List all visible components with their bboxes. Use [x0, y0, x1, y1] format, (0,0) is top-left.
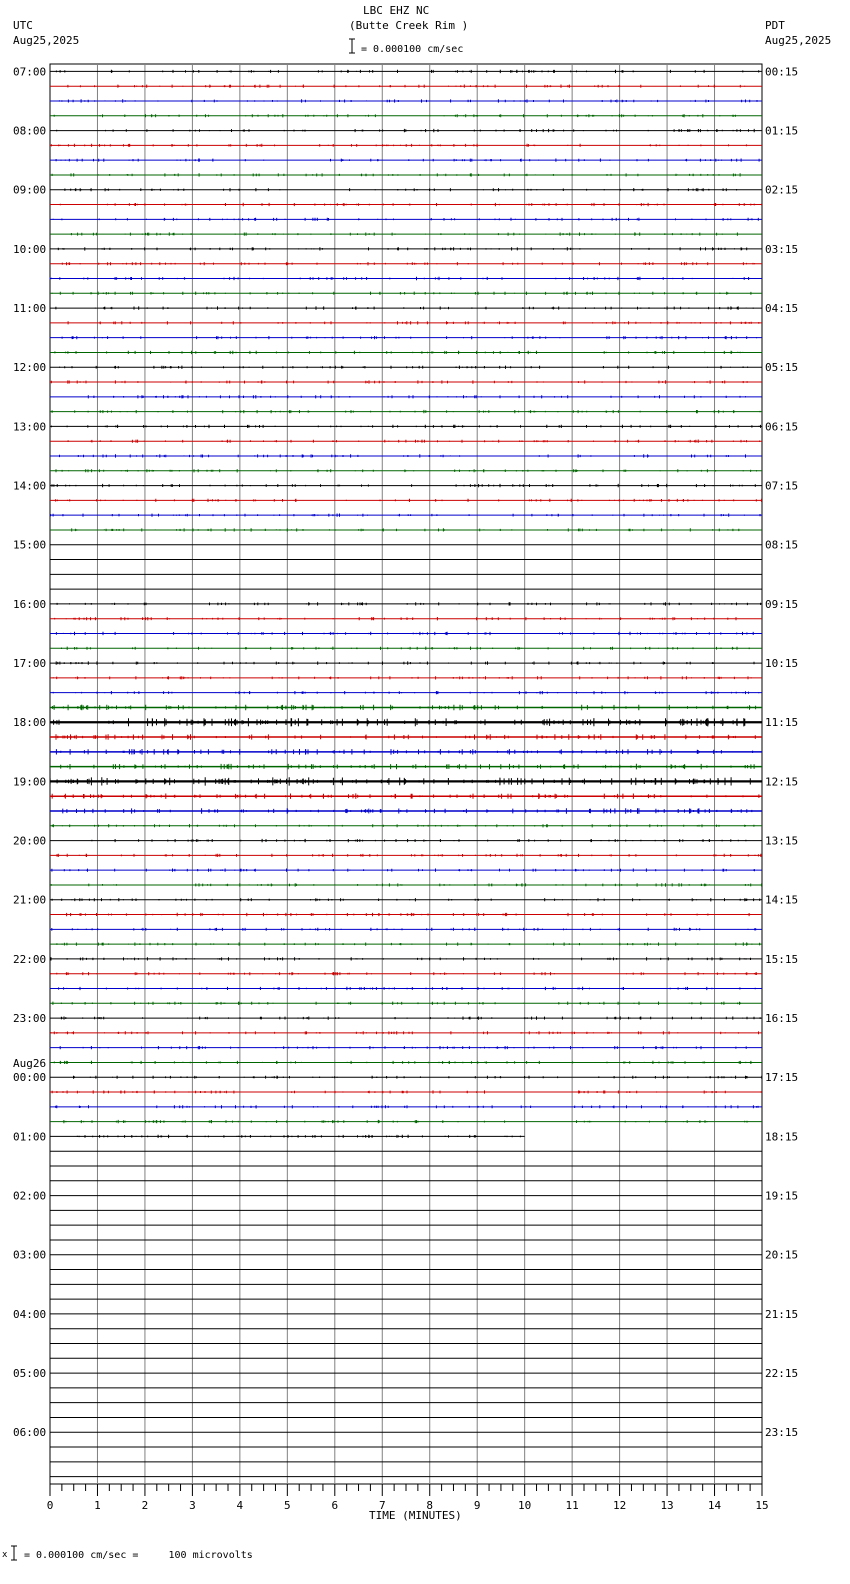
trace-row — [50, 691, 762, 694]
pdt-hour-label: 15:15 — [765, 952, 799, 966]
trace-row — [50, 824, 762, 827]
pdt-hour-label: 06:15 — [765, 420, 799, 434]
utc-date: Aug25,2025 — [13, 34, 80, 47]
pdt-hour-label: 23:15 — [765, 1426, 799, 1440]
utc-label: UTC — [13, 19, 33, 32]
trace-row — [50, 913, 762, 916]
trace-row — [50, 351, 762, 354]
x-tick-label: 11 — [565, 1499, 579, 1512]
trace-row — [50, 70, 762, 73]
trace-row — [50, 869, 762, 872]
x-tick-label: 2 — [141, 1499, 149, 1512]
trace-row — [50, 1120, 762, 1123]
pdt-label: PDT — [765, 19, 785, 32]
pdt-hour-label: 17:15 — [765, 1071, 799, 1085]
trace-row — [50, 764, 762, 770]
utc-hour-label: 05:00 — [13, 1367, 47, 1381]
station-title: LBC EHZ NC — [363, 4, 430, 17]
date-change-label: Aug26 — [13, 1057, 47, 1071]
trace-row — [50, 469, 762, 472]
utc-hour-label: 01:00 — [13, 1130, 47, 1144]
trace-row — [50, 1046, 762, 1049]
utc-hour-label: 12:00 — [13, 361, 47, 375]
pdt-hour-label: 02:15 — [765, 183, 799, 197]
trace-row — [50, 883, 762, 886]
x-tick-label: 10 — [518, 1499, 532, 1512]
trace-row — [50, 972, 762, 975]
trace-row — [50, 321, 762, 324]
utc-hour-label: 18:00 — [13, 716, 47, 730]
trace-row — [50, 232, 762, 235]
trace-row — [50, 749, 762, 755]
trace-row — [50, 1105, 762, 1108]
utc-hour-label: 23:00 — [13, 1012, 47, 1026]
utc-hour-label: 19:00 — [13, 775, 47, 789]
trace-row — [50, 854, 762, 857]
pdt-hour-label: 22:15 — [765, 1367, 799, 1381]
utc-hour-label: 11:00 — [13, 302, 47, 316]
trace-row — [50, 632, 762, 635]
pdt-hour-label: 05:15 — [765, 361, 799, 375]
pdt-hour-label: 07:15 — [765, 479, 799, 493]
trace-row — [50, 99, 762, 102]
x-tick-label: 1 — [94, 1499, 101, 1512]
trace-row — [50, 306, 762, 309]
utc-hour-label: 07:00 — [13, 65, 47, 79]
trace-row — [50, 440, 762, 443]
pdt-hour-label: 20:15 — [765, 1248, 799, 1262]
pdt-hour-label: 12:15 — [765, 775, 799, 789]
trace-row — [50, 499, 762, 502]
x-tick-label: 14 — [707, 1499, 722, 1512]
trace-row — [50, 808, 762, 814]
x-tick-label: 7 — [378, 1499, 386, 1512]
trace-row — [50, 705, 762, 711]
pdt-hour-label: 14:15 — [765, 893, 799, 907]
trace-row — [50, 1002, 762, 1005]
trace-row — [50, 898, 762, 901]
trace-row — [50, 173, 762, 176]
pdt-hour-label: 01:15 — [765, 124, 799, 138]
footer-scale-icon — [11, 1546, 17, 1560]
x-tick-label: 13 — [660, 1499, 674, 1512]
pdt-hour-label: 18:15 — [765, 1130, 799, 1144]
x-tick-label: 12 — [612, 1499, 627, 1512]
pdt-hour-label: 04:15 — [765, 302, 799, 316]
trace-row — [50, 793, 762, 799]
trace-row — [50, 114, 762, 117]
x-tick-label: 0 — [46, 1499, 54, 1512]
pdt-hour-label: 11:15 — [765, 716, 799, 730]
trace-row — [50, 777, 762, 785]
utc-hour-label: 22:00 — [13, 952, 47, 966]
x-tick-label: 15 — [755, 1499, 769, 1512]
pdt-hour-label: 13:15 — [765, 834, 799, 848]
utc-hour-label: 14:00 — [13, 479, 47, 493]
x-tick-label: 4 — [236, 1499, 244, 1512]
pdt-hour-label: 00:15 — [765, 65, 799, 79]
utc-hour-label: 21:00 — [13, 893, 47, 907]
trace-row — [50, 203, 762, 206]
trace-row — [50, 957, 762, 960]
trace-row — [50, 262, 762, 265]
trace-row — [50, 942, 762, 945]
x-tick-label: 9 — [473, 1499, 481, 1512]
trace-row — [50, 366, 762, 369]
trace-row — [50, 277, 762, 280]
x-tick-label: 5 — [284, 1499, 291, 1512]
trace-row — [50, 602, 762, 605]
trace-row — [50, 129, 762, 132]
utc-hour-label: 03:00 — [13, 1248, 47, 1262]
trace-row — [50, 159, 762, 162]
site-name: (Butte Creek Rim ) — [349, 19, 469, 32]
trace-row — [50, 1031, 762, 1034]
trace-row — [50, 661, 762, 664]
trace-row — [50, 676, 762, 679]
pdt-hour-label: 10:15 — [765, 657, 799, 671]
trace-row — [50, 1016, 762, 1019]
footer-scale-note: = 0.000100 cm/sec = 100 microvolts — [24, 1550, 253, 1561]
pdt-hour-label: 09:15 — [765, 597, 799, 611]
trace-row — [50, 410, 762, 413]
utc-hour-label: 02:00 — [13, 1189, 47, 1203]
trace-row — [50, 514, 762, 517]
trace-row — [50, 85, 762, 88]
trace-row — [50, 839, 762, 842]
utc-hour-label: 06:00 — [13, 1426, 47, 1440]
utc-hour-label: 10:00 — [13, 242, 47, 256]
trace-row — [50, 528, 762, 531]
x-tick-label: 3 — [189, 1499, 196, 1512]
trace-row — [50, 718, 762, 726]
utc-hour-label: 15:00 — [13, 538, 47, 552]
trace-row — [50, 1076, 762, 1079]
pdt-hour-label: 21:15 — [765, 1307, 799, 1321]
scale-bar-icon — [349, 39, 355, 53]
trace-row — [50, 1090, 762, 1093]
trace-row — [50, 218, 762, 221]
pdt-hour-label: 16:15 — [765, 1012, 799, 1026]
trace-row — [50, 144, 762, 147]
utc-hour-label: 20:00 — [13, 834, 47, 848]
utc-hour-label: 00:00 — [13, 1071, 47, 1085]
utc-hour-label: 13:00 — [13, 420, 47, 434]
footer-marker: x — [2, 1550, 8, 1560]
trace-row — [50, 987, 762, 990]
trace-row — [50, 292, 762, 295]
trace-row — [50, 647, 762, 650]
trace-row — [50, 1061, 762, 1064]
trace-row — [50, 247, 762, 250]
pdt-hour-label: 03:15 — [765, 242, 799, 256]
utc-hour-label: 16:00 — [13, 597, 47, 611]
plot-frame — [50, 64, 762, 1484]
trace-row — [50, 617, 762, 620]
x-axis-title: TIME (MINUTES) — [369, 1509, 462, 1522]
trace-row — [50, 395, 762, 398]
trace-row — [50, 928, 762, 931]
trace-row — [50, 454, 762, 457]
pdt-date: Aug25,2025 — [765, 34, 832, 47]
trace-row — [50, 484, 762, 487]
scale-label: = 0.000100 cm/sec — [361, 44, 464, 55]
pdt-hour-label: 19:15 — [765, 1189, 799, 1203]
x-tick-label: 8 — [426, 1499, 434, 1512]
trace-row — [50, 425, 762, 428]
trace-row — [50, 188, 762, 191]
x-tick-label: 6 — [331, 1499, 339, 1512]
trace-row — [50, 734, 762, 740]
utc-hour-label: 17:00 — [13, 657, 47, 671]
utc-hour-label: 09:00 — [13, 183, 47, 197]
utc-hour-label: 08:00 — [13, 124, 47, 138]
trace-row — [50, 336, 762, 339]
pdt-hour-label: 08:15 — [765, 538, 799, 552]
utc-hour-label: 04:00 — [13, 1307, 47, 1321]
trace-row — [50, 380, 762, 383]
